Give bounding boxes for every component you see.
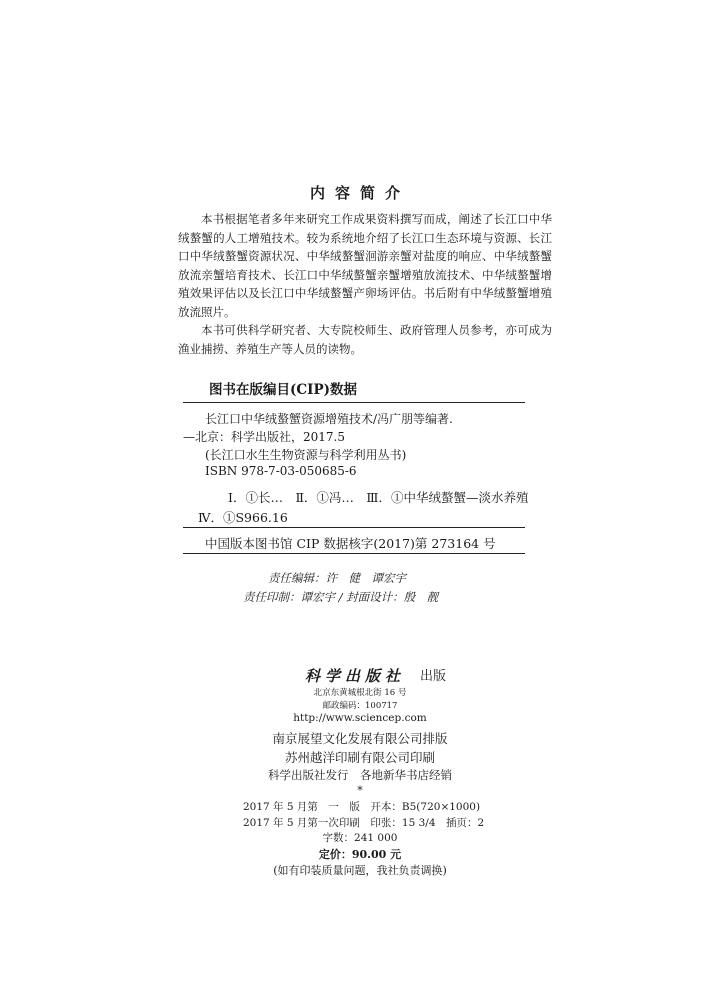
distribution: 科学出版社发行 各地新华书店经销 bbox=[268, 768, 452, 782]
intro-title: 内容简介 bbox=[309, 184, 410, 202]
cip-verification: 中国版本图书馆 CIP 数据核字(2017)第 273164 号 bbox=[205, 536, 496, 551]
intro-paragraph: 本书可供科学研究者、大专院校师生、政府管理人员参考，亦可成为渔业捕捞、养殖生产等人员的读物。 bbox=[178, 323, 552, 356]
cip-classification-line: Ⅰ．①长… Ⅱ．①冯… Ⅲ．①中华绒螯蟹—淡水养殖 bbox=[228, 490, 529, 505]
cip-rule-bottom bbox=[183, 553, 525, 554]
quality-note: (如有印装质量问题，我社负责调换) bbox=[273, 864, 447, 877]
cip-title: 图书在版编目(CIP)数据 bbox=[209, 382, 357, 398]
publisher-address: 北京东黄城根北街 16 号 bbox=[313, 688, 407, 698]
separator: * bbox=[357, 784, 363, 797]
credit-print-cover: 责任印制：谭宏宇 / 封面设计：殷 靓 bbox=[243, 590, 439, 604]
credit-editors: 责任编辑：许 健 谭宏宇 bbox=[268, 571, 406, 585]
printing-line: 2017 年 5 月第一次印刷 印张：15 3/4 插页：2 bbox=[243, 817, 485, 829]
cip-rule-middle bbox=[183, 527, 525, 528]
intro-paragraph: 本书根据笔者多年来研究工作成果资料撰写而成，阐述了长江口中华绒螯蟹的人工增殖技术。较为系统地介绍了长江口生态环境与资源、长江口中华绒螯蟹资源状况、中华绒螯蟹洄游亲蟹对盐度的响应、中华绒螯蟹放流亲蟹培育技术、长江口中华绒螯蟹亲蟹增殖放流技术、中华绒螯蟹增殖效果评估以及长江口中华绒螯蟹产卵场评估。书后附有中华绒螯蟹增殖放流照片。 bbox=[178, 212, 552, 319]
publisher-postcode: 邮政编码：100717 bbox=[322, 701, 398, 711]
word-count: 字数：241 000 bbox=[322, 832, 398, 844]
printer: 苏州越洋印刷有限公司印刷 bbox=[284, 750, 435, 765]
publisher-url: http://www.sciencep.com bbox=[293, 712, 427, 724]
cip-entry-line: ISBN 978-7-03-050685-6 bbox=[205, 464, 357, 478]
publisher-suffix: 出版 bbox=[420, 669, 447, 684]
cip-classification-line: Ⅳ．①S966.16 bbox=[198, 510, 288, 525]
edition-line: 2017 年 5 月第 一 版 开本：B5(720×1000) bbox=[243, 801, 481, 813]
intro-body bbox=[178, 210, 552, 358]
price: 定价：90.00 元 bbox=[318, 848, 402, 861]
cip-entry-line: —北京：科学出版社，2017.5 bbox=[183, 430, 345, 444]
typesetter: 南京展望文化发展有限公司排版 bbox=[272, 731, 448, 746]
cip-rule-top bbox=[183, 402, 525, 403]
cip-entry-line: (长江口水生生物资源与科学利用丛书) bbox=[205, 448, 407, 462]
publisher-logo: 科学出版社 bbox=[305, 667, 406, 685]
cip-entry-line: 长江口中华绒螯蟹资源增殖技术/冯广朋等编著. bbox=[205, 412, 453, 426]
